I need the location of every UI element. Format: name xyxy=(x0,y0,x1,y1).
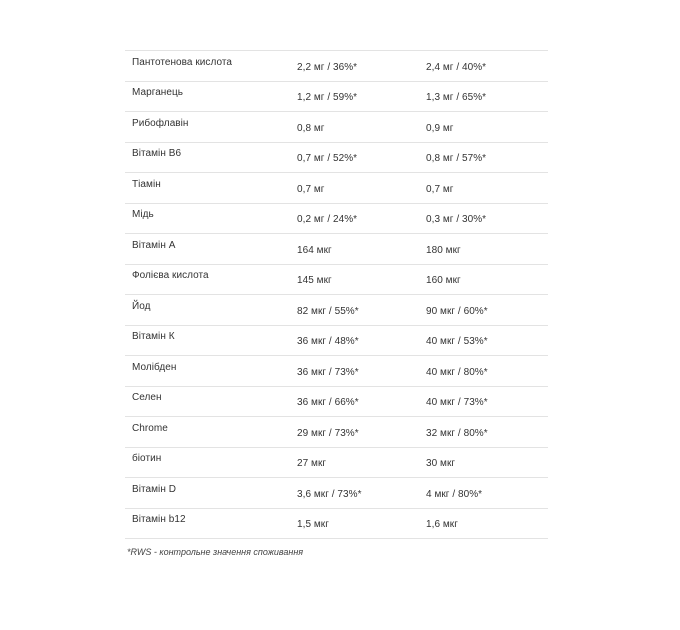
nutrient-table xyxy=(125,50,548,539)
nutrient-value-2: 40 мкг / 53%* xyxy=(426,336,488,348)
nutrient-value-1: 27 мкг xyxy=(297,458,327,470)
nutrient-value-1: 1,5 мкг xyxy=(297,519,329,531)
nutrient-value-2: 1,3 мг / 65%* xyxy=(426,92,487,104)
nutrient-value-2: 160 мкг xyxy=(426,275,461,287)
table-row xyxy=(125,173,548,204)
nutrient-name: Мідь xyxy=(132,209,154,221)
nutrient-name: Пантотенова кислота xyxy=(132,56,232,68)
table-row xyxy=(125,51,548,82)
table-row xyxy=(125,417,548,448)
nutrient-value-1: 36 мкг / 48%* xyxy=(297,336,359,348)
nutrient-value-1: 0,7 мг xyxy=(297,183,325,195)
nutrient-name: Вітамін D xyxy=(132,483,176,495)
nutrient-value-2: 180 мкг xyxy=(426,244,461,256)
nutrient-value-1: 36 мкг / 66%* xyxy=(297,397,359,409)
nutrient-value-2: 0,3 мг / 30%* xyxy=(426,214,487,226)
nutrient-name: біотин xyxy=(132,453,162,465)
nutrient-name: Селен xyxy=(132,392,162,404)
nutrient-name: Вітамін А xyxy=(132,239,176,251)
table-row xyxy=(125,82,548,113)
footnote: *RWS - контрольне значення споживання xyxy=(127,547,304,557)
table-row xyxy=(125,295,548,326)
nutrient-value-1: 2,2 мг / 36%* xyxy=(297,61,358,73)
nutrient-value-1: 145 мкг xyxy=(297,275,332,287)
nutrient-name: Вітамін b12 xyxy=(132,514,186,526)
nutrient-name: Вітамін К xyxy=(132,331,175,343)
nutrient-value-2: 0,8 мг / 57%* xyxy=(426,153,487,165)
nutrient-value-1: 29 мкг / 73%* xyxy=(297,427,359,439)
table-row xyxy=(125,509,548,540)
nutrient-value-2: 0,9 мг xyxy=(426,122,454,134)
table-row xyxy=(125,356,548,387)
nutrient-value-2: 0,7 мг xyxy=(426,183,454,195)
nutrient-name: Фолієва кислота xyxy=(132,270,209,282)
table-row xyxy=(125,143,548,174)
nutrient-name: Тіамін xyxy=(132,178,161,190)
nutrient-value-2: 90 мкг / 60%* xyxy=(426,305,488,317)
nutrient-value-1: 0,7 мг / 52%* xyxy=(297,153,358,165)
nutrient-value-2: 4 мкг / 80%* xyxy=(426,488,483,500)
nutrient-value-1: 1,2 мг / 59%* xyxy=(297,92,358,104)
table-row xyxy=(125,478,548,509)
nutrient-name: Chrome xyxy=(132,422,168,434)
nutrient-value-1: 3,6 мкг / 73%* xyxy=(297,488,362,500)
nutrient-name: Молібден xyxy=(132,361,177,373)
table-row xyxy=(125,234,548,265)
nutrient-value-2: 32 мкг / 80%* xyxy=(426,427,488,439)
nutrient-value-2: 1,6 мкг xyxy=(426,519,458,531)
nutrient-value-2: 40 мкг / 80%* xyxy=(426,366,488,378)
nutrient-name: Вітамін B6 xyxy=(132,148,182,160)
table-row xyxy=(125,387,548,418)
table-row xyxy=(125,326,548,357)
nutrient-value-1: 0,2 мг / 24%* xyxy=(297,214,358,226)
nutrient-name: Йод xyxy=(132,300,151,312)
nutrient-value-1: 164 мкг xyxy=(297,244,332,256)
nutrient-value-1: 82 мкг / 55%* xyxy=(297,305,359,317)
nutrient-value-2: 30 мкг xyxy=(426,458,456,470)
nutrient-value-2: 2,4 мг / 40%* xyxy=(426,61,487,73)
nutrient-value-1: 36 мкг / 73%* xyxy=(297,366,359,378)
table-row xyxy=(125,448,548,479)
table-row xyxy=(125,265,548,296)
table-row xyxy=(125,112,548,143)
table-row xyxy=(125,204,548,235)
nutrient-name: Рибофлавін xyxy=(132,117,189,129)
nutrient-name: Марганець xyxy=(132,87,184,99)
nutrient-value-1: 0,8 мг xyxy=(297,122,325,134)
nutrient-value-2: 40 мкг / 73%* xyxy=(426,397,488,409)
